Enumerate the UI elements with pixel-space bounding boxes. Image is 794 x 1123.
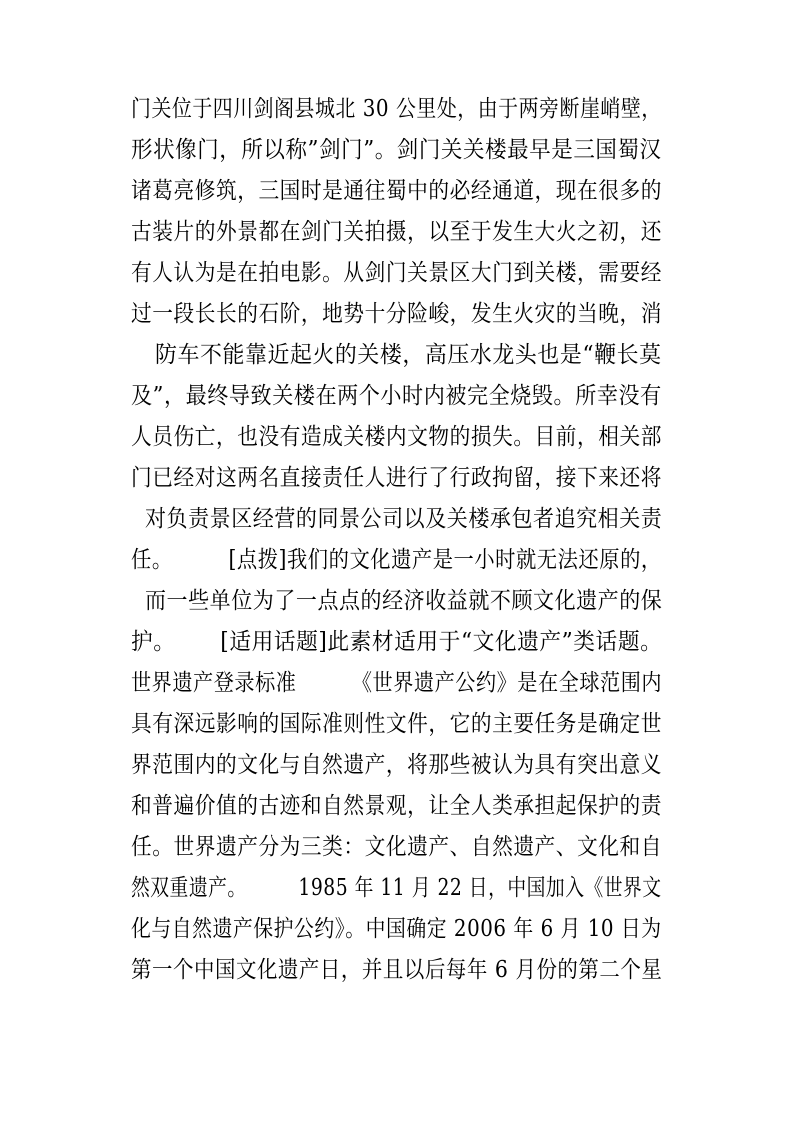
text-line: 门关位于四川剑阁县城北 30 公里处，由于两旁断崖峭壁，	[131, 96, 662, 122]
text-line: 界范围内的文化与自然遗产，将那些被认为具有突出意义	[131, 752, 662, 778]
text-line: 护。 [适用话题]此素材适用于“文化遗产”类话题。	[131, 629, 663, 655]
text-line: 门已经对这两名直接责任人进行了行政拘留，接下来还将	[131, 465, 662, 491]
text-line: 及”，最终导致关楼在两个小时内被完全烧毁。所幸没有	[131, 383, 662, 409]
text-line: 形状像门，所以称”剑门”。剑门关关楼最早是三国蜀汉	[131, 137, 662, 163]
text-line: 诸葛亮修筑，三国时是通往蜀中的必经通道，现在很多的	[131, 178, 662, 204]
text-line: 有人认为是在拍电影。从剑门关景区大门到关楼，需要经	[131, 260, 662, 286]
text-line: 任。世界遗产分为三类：文化遗产、自然遗产、文化和自	[131, 834, 662, 860]
text-line: 而一些单位为了一点点的经济收益就不顾文化遗产的保	[145, 588, 663, 614]
text-line: 人员伤亡，也没有造成关楼内文物的损失。目前，相关部	[131, 424, 662, 450]
text-line: 具有深远影响的国际准则性文件，它的主要任务是确定世	[131, 711, 662, 737]
text-line: 化与自然遗产保护公约》。中国确定 2006 年 6 月 10 日为	[131, 916, 662, 942]
text-line: 和普遍价值的古迹和自然景观，让全人类承担起保护的责	[131, 793, 662, 819]
text-line: 第一个中国文化遗产日，并且以后每年 6 月份的第二个星	[131, 957, 663, 983]
text-line: 然双重遗产。 1985 年 11 月 22 日，中国加入《世界文	[131, 875, 662, 901]
text-line: 古装片的外景都在剑门关拍摄，以至于发生大火之初，还	[131, 219, 662, 245]
text-line: 任。 [点拨]我们的文化遗产是一小时就无法还原的，	[131, 547, 662, 573]
text-line: 对负责景区经营的同景公司以及关楼承包者追究相关责	[145, 506, 663, 532]
text-line: 过一段长长的石阶，地势十分险峻，发生火灾的当晚，消	[131, 301, 662, 327]
text-line: 世界遗产登录标准 《世界遗产公约》是在全球范围内	[131, 670, 663, 696]
text-line: 防车不能靠近起火的关楼，高压水龙头也是“鞭长莫	[155, 342, 662, 368]
